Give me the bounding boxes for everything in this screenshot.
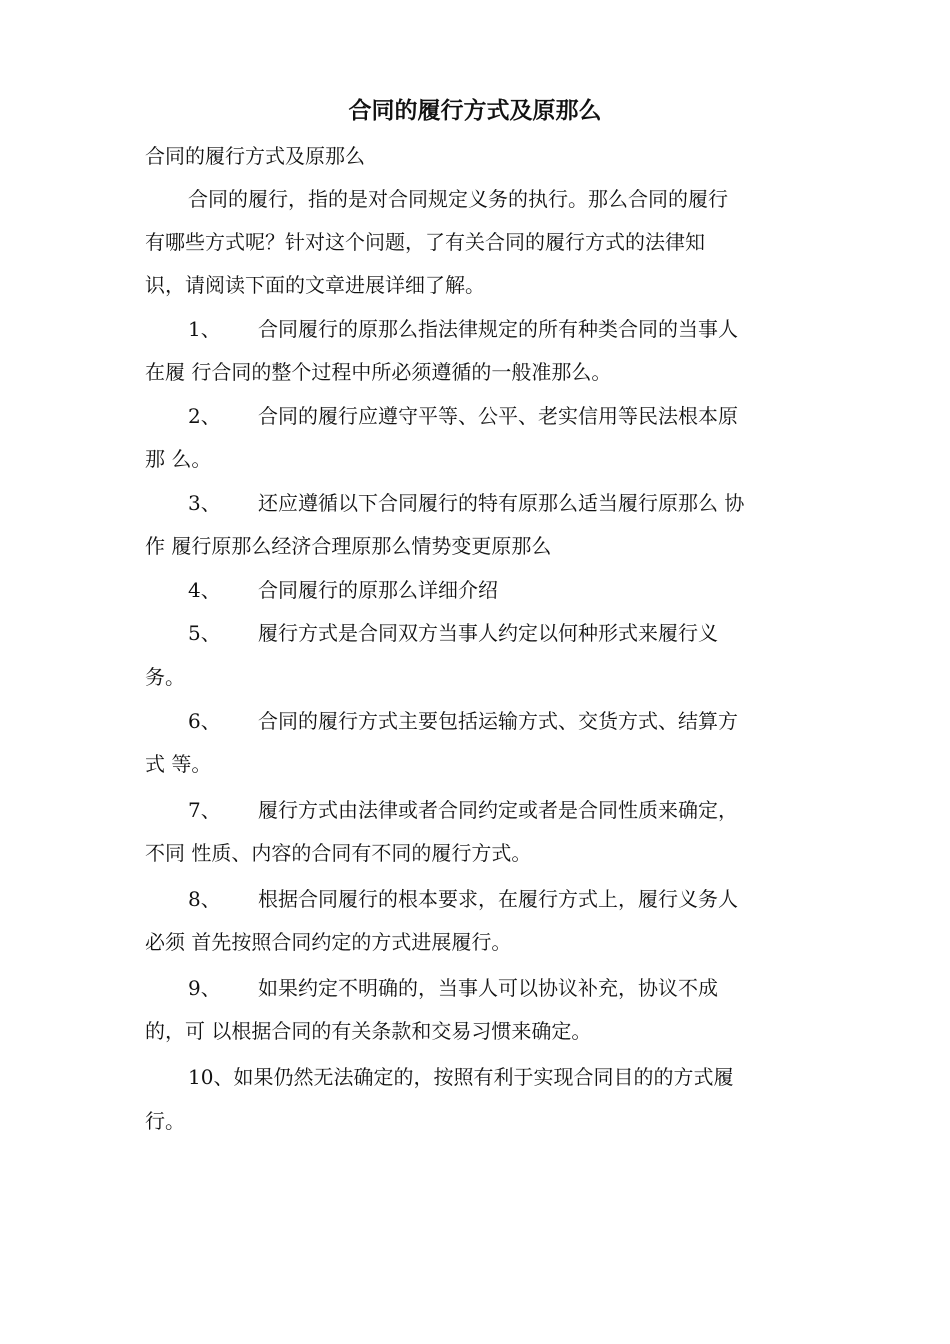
list-item-text: 合同的履行应遵守平等、公平、老实信用等民法根本原 (258, 404, 738, 428)
intro-line-3: 识，请阅读下面的文章进展详细了解。 (145, 273, 485, 297)
list-item-3 (188, 485, 744, 521)
list-item-8-continued: 必须 首先按照合同约定的方式进展履行。 (145, 930, 512, 954)
list-item-number: 1、 (188, 317, 221, 341)
list-item-text: 合同的履行方式主要包括运输方式、交货方式、结算方 (258, 709, 738, 733)
list-item-9 (188, 970, 718, 1006)
list-item-10-continued: 行。 (145, 1109, 185, 1133)
list-item-6-continued: 式 等。 (145, 752, 212, 776)
list-item-number: 8、 (188, 887, 221, 911)
list-item-text: 合同履行的原那么详细介绍 (258, 578, 498, 602)
list-item-6 (188, 703, 738, 739)
list-item-number: 2、 (188, 404, 221, 428)
list-item-number: 5、 (188, 621, 221, 645)
list-item-5 (188, 615, 718, 651)
list-item-8 (188, 881, 738, 917)
list-item-2-continued: 那 么。 (145, 447, 212, 471)
list-item-number: 3、 (188, 491, 221, 515)
document-subtitle: 合同的履行方式及原那么 (145, 144, 365, 168)
list-item-5-continued: 务。 (145, 665, 185, 689)
list-item-7 (188, 792, 738, 828)
list-item-number: 4、 (188, 578, 221, 602)
list-item-2 (188, 398, 738, 434)
list-item-text: 还应遵循以下合同履行的特有原那么适当履行原那么 协 (258, 491, 745, 515)
list-item-10: 10、如果仍然无法确定的，按照有利于实现合同目的的方式履 (188, 1065, 734, 1089)
list-item-text: 履行方式由法律或者合同约定或者是合同性质来确定， (258, 798, 738, 822)
list-item-3-continued: 作 履行原那么经济合理原那么情势变更原那么 (145, 534, 552, 558)
list-item-1 (188, 311, 738, 347)
list-item-text: 根据合同履行的根本要求，在履行方式上，履行义务人 (258, 887, 738, 911)
list-item-1-continued: 在履 行合同的整个过程中所必须遵循的一般准那么。 (145, 360, 612, 384)
list-item-4 (188, 572, 498, 608)
document-title: 合同的履行方式及原那么 (348, 97, 602, 124)
intro-line-2: 有哪些方式呢？针对这个问题，了有关合同的履行方式的法律知 (145, 230, 705, 254)
list-item-9-continued: 的，可 以根据合同的有关条款和交易习惯来确定。 (145, 1019, 592, 1043)
list-item-number: 9、 (188, 976, 221, 1000)
list-item-text: 履行方式是合同双方当事人约定以何种形式来履行义 (258, 621, 718, 645)
list-item-number: 6、 (188, 709, 221, 733)
list-item-7-continued: 不同 性质、内容的合同有不同的履行方式。 (145, 841, 532, 865)
intro-line-1: 合同的履行，指的是对合同规定义务的执行。那么合同的履行 (188, 187, 728, 211)
list-item-text: 如果约定不明确的，当事人可以协议补充，协议不成 (258, 976, 718, 1000)
list-item-number: 7、 (188, 798, 221, 822)
list-item-text: 合同履行的原那么指法律规定的所有种类合同的当事人 (258, 317, 738, 341)
